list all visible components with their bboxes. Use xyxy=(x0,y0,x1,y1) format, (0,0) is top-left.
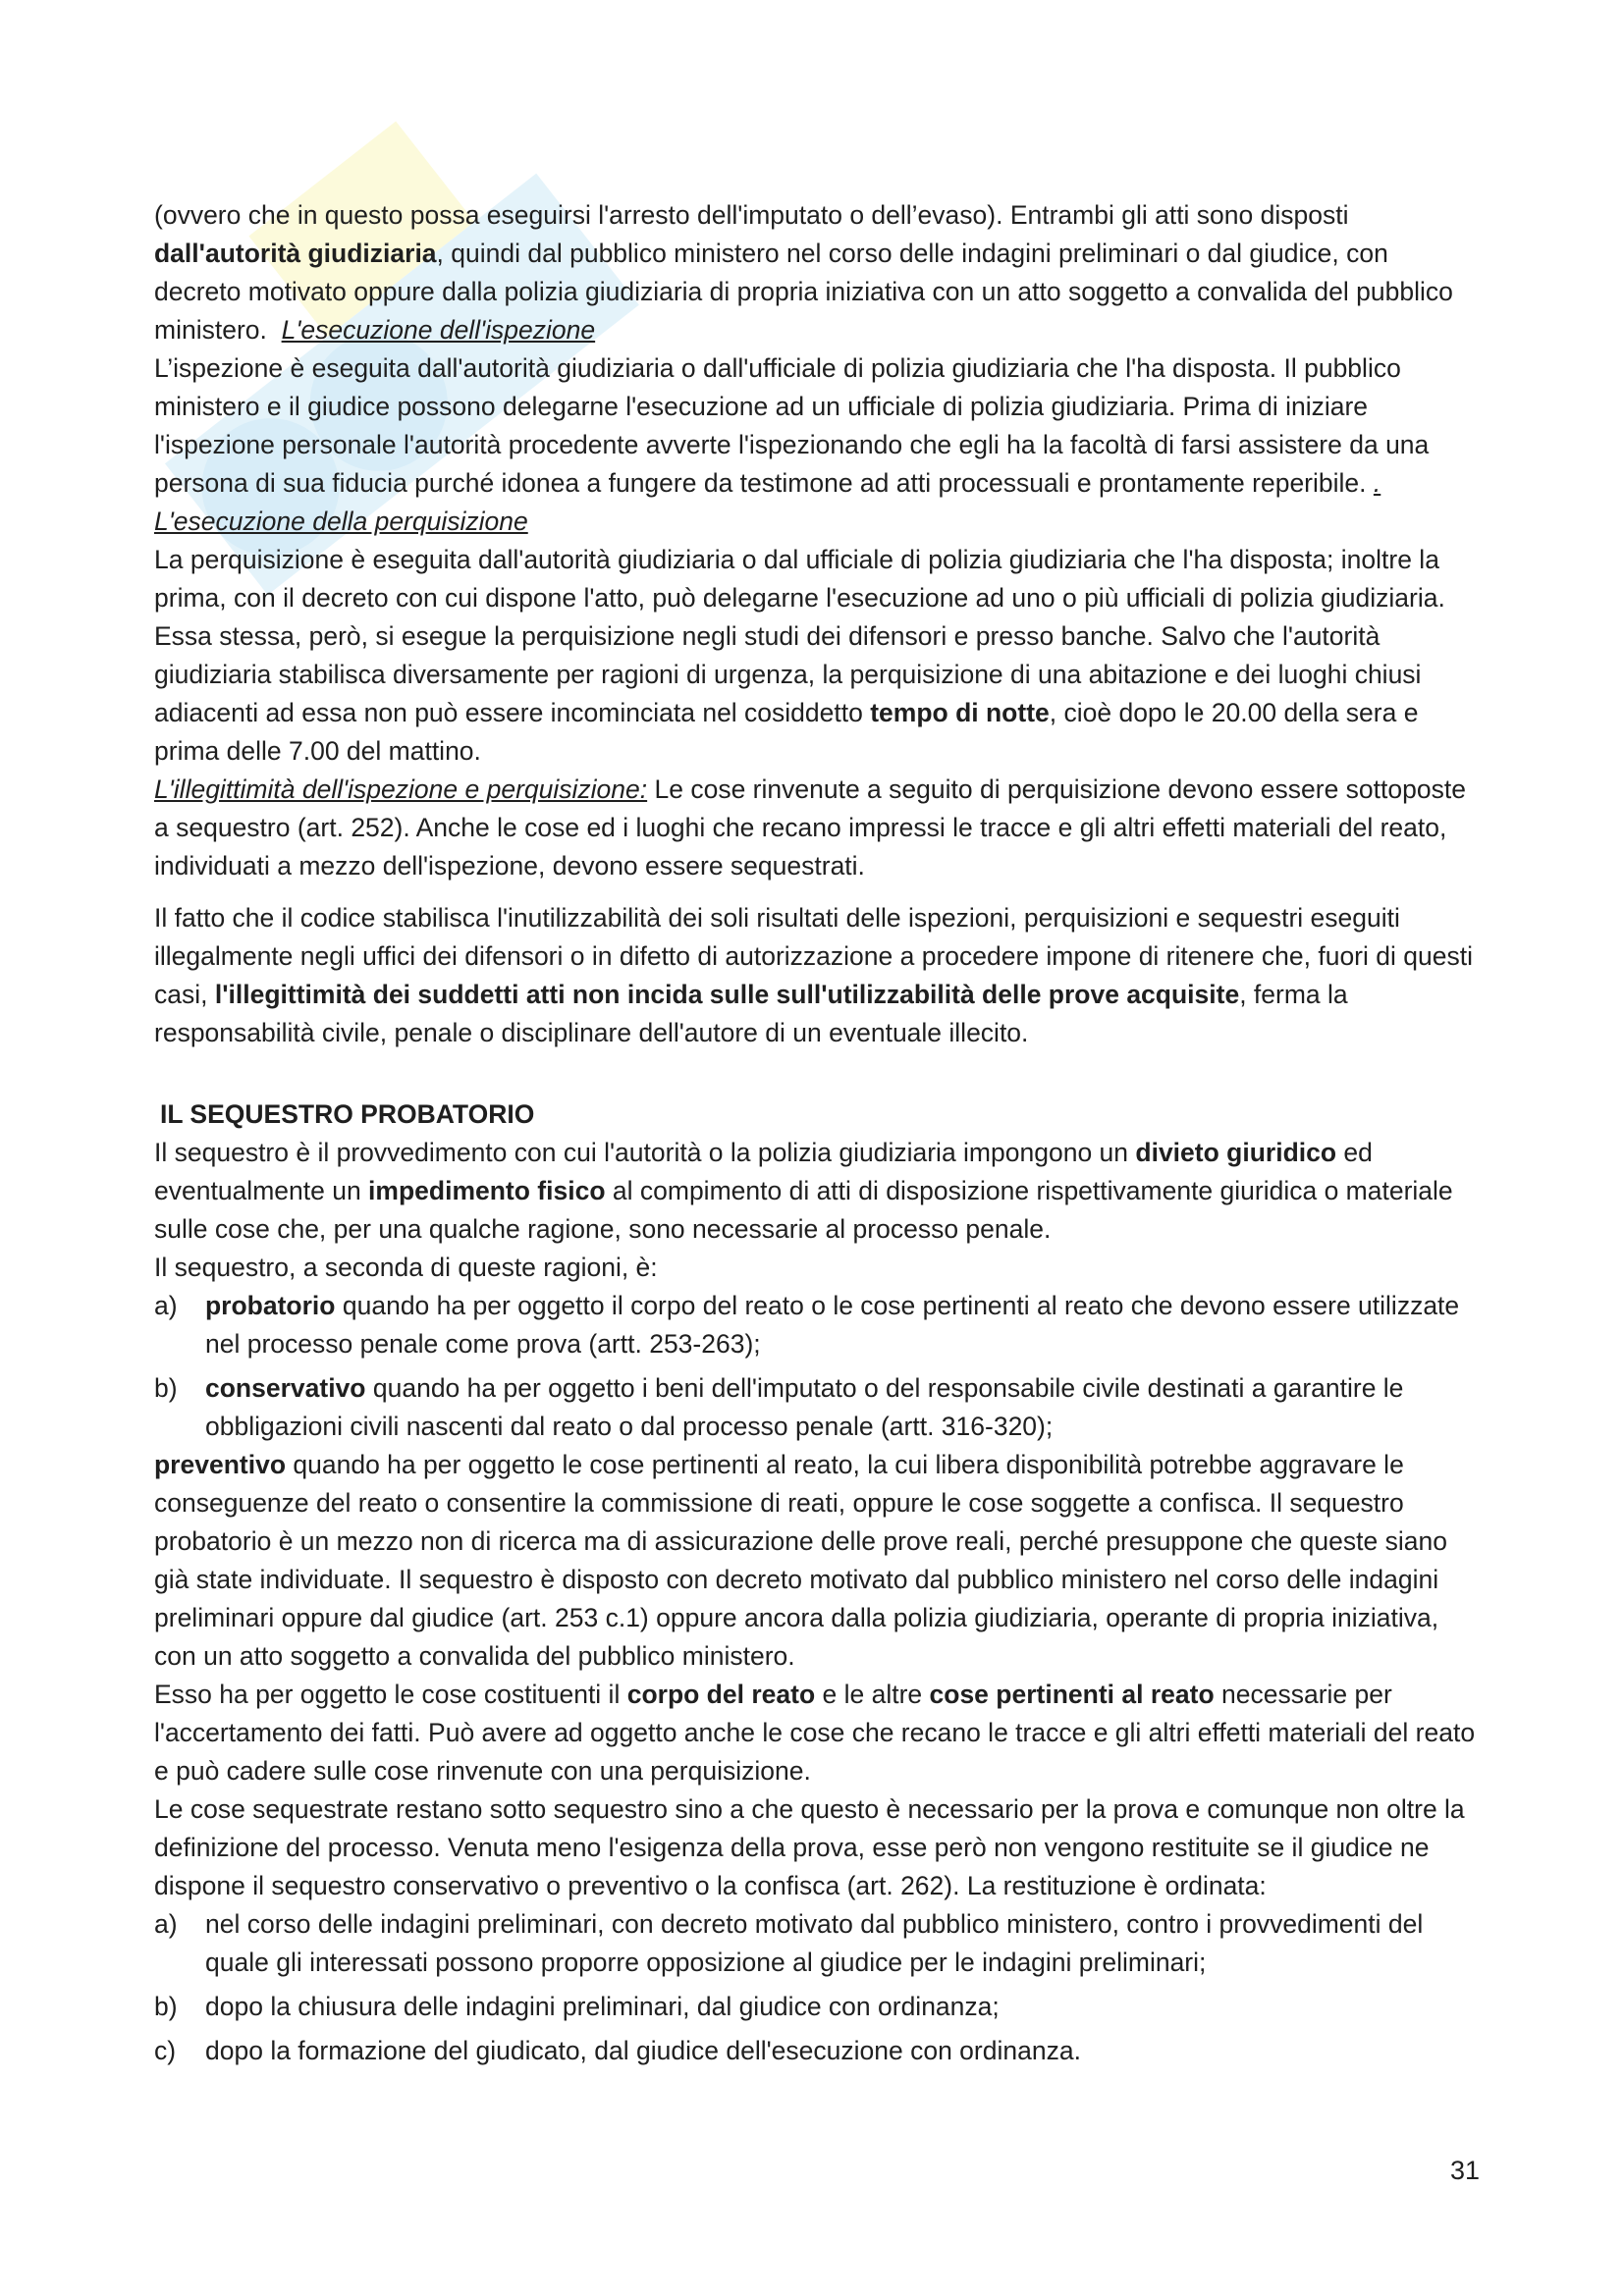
paragraph: preventivo quando ha per oggetto le cose pertinenti al reato, la cui libera disponibilità potrebbe aggravare le conseguenze del reato o consentire la commissione di reati, oppure le cose soggette a confisca. Il sequestro probatorio è un mezzo non di ricerca ma di assicurazione delle prove reali, perché presuppone che queste siano già state individuate. Il sequestro è disposto con decreto motivato dal pubblico ministero nel corso delle indagini preliminari oppure dal giudice (art. 253 c.1) oppure ancora dalla polizia giudiziaria, operante di propria iniziativa, con un atto soggetto a convalida del pubblico ministero. xyxy=(154,1450,1447,1671)
subheading-esecuzione-ispezione: L'esecuzione dell'ispezione xyxy=(281,315,596,345)
paragraph: Il sequestro, a seconda di queste ragioni, è: xyxy=(154,1253,658,1282)
list-item: c) dopo la formazione del giudicato, dal giudice dell'esecuzione con ordinanza. xyxy=(154,2036,1081,2065)
paragraph: L'illegittimità dell'ispezione e perquisizione: Le cose rinvenute a seguito di perquisizione devono essere sottoposte a sequestro (art. 252). Anche le cose ed i luoghi che recano impressi le tracce e gli altri effetti materiali del reato, individuati a mezzo dell'ispezione, devono essere sequestrati. xyxy=(154,774,1466,881)
paragraph: Il sequestro è il provvedimento con cui l'autorità o la polizia giudiziaria impongono un divieto giuridico ed eventualmente un impedimento fisico al compimento di atti di disposizione rispettivamente giuridica o materiale sulle cose che, per una qualche ragione, sono necessarie al processo penale. xyxy=(154,1138,1453,1244)
paragraph: (ovvero che in questo possa eseguirsi l'arresto dell'imputato o dell’evaso). Entrambi gli atti sono disposti dall'autorità giudiziaria, quindi dal pubblico ministero nel corso delle indagini preliminari o dal giudice, con decreto motivato oppure dalla polizia giudiziaria di propria iniziativa con un atto soggetto a convalida del pubblico ministero. L'esecuzione dell'ispezione xyxy=(154,200,1453,345)
list-item: a) probatorio quando ha per oggetto il corpo del reato o le cose pertinenti al reato che devono essere utilizzate nel processo penale come prova (artt. 253-263); xyxy=(154,1291,1460,1359)
paragraph: La perquisizione è eseguita dall'autorità giudiziaria o dal ufficiale di polizia giudiziaria che l'ha disposta; inoltre la prima, con il decreto con cui dispone l'atto, può delegarne l'esecuzione ad uno o più ufficiali di polizia giudiziaria. Essa stessa, però, si esegue la perquisizione negli studi dei difensori e presso banche. Salvo che l'autorità giudiziaria stabilisca diversamente per ragioni di urgenza, la perquisizione di una abitazione e dei luoghi chiusi adiacenti ad essa non può essere incominciata nel cosiddetto tempo di notte, cioè dopo le 20.00 della sera e prima delle 7.00 del mattino. xyxy=(154,545,1445,766)
list-item: a) nel corso delle indagini preliminari, con decreto motivato dal pubblico ministero, contro i provvedimenti del quale gli interessati possono proporre opposizione al giudice per le indagini preliminari; xyxy=(154,1909,1424,1977)
list-item: b) dopo la chiusura delle indagini preliminari, dal giudice con ordinanza; xyxy=(154,1992,1000,2021)
subheading-esecuzione-perquisizione: . L'esecuzione della perquisizione xyxy=(154,468,1381,536)
paragraph: Il fatto che il codice stabilisca l'inutilizzabilità dei soli risultati delle ispezioni, perquisizioni e sequestri eseguiti illegalmente negli uffici dei difensori o in difetto di autorizzazione a procedere impone di ritenere che, fuori di questi casi, l'illegittimità dei suddetti atti non incida sulle sull'utilizzabilità delle prove acquisite, ferma la responsabilità civile, penale o disciplinare dell'autore di un eventuale illecito. xyxy=(154,903,1473,1047)
document-body xyxy=(154,196,1480,2070)
list-item: b) conservativo quando ha per oggetto i beni dell'imputato o del responsabile civile destinati a garantire le obbligazioni civili nascenti dal reato o dal processo penale (artt. 316-320); xyxy=(154,1373,1404,1441)
paragraph: L’ispezione è eseguita dall'autorità giudiziaria o dall'ufficiale di polizia giudiziaria che l'ha disposta. Il pubblico ministero e il giudice possono delegarne l'esecuzione ad un ufficiale di polizia giudiziaria. Prima di iniziare l'ispezione personale l'autorità procedente avverte l'ispezionando che egli ha la facoltà di farsi assistere da una persona di sua fiducia purché idonea a fungere da testimone ad atti processuali e prontamente reperibile. . L'esecuzione della perquisizione xyxy=(154,353,1430,536)
subheading-illegittimita: L'illegittimità dell'ispezione e perquisizione: xyxy=(154,774,648,804)
paragraph: Le cose sequestrate restano sotto sequestro sino a che questo è necessario per la prova e comunque non oltre la definizione del processo. Venuta meno l'esigenza della prova, esse però non vengono restituite se il giudice ne dispone il sequestro conservativo o preventivo o la confisca (art. 262). La restituzione è ordinata: xyxy=(154,1794,1465,1900)
section-heading: IL SEQUESTRO PROBATORIO xyxy=(160,1099,535,1129)
paragraph: Esso ha per oggetto le cose costituenti il corpo del reato e le altre cose pertinenti al reato necessarie per l'accertamento dei fatti. Può avere ad oggetto anche le cose che recano le tracce e gli altri effetti materiali del reato e può cadere sulle cose rinvenute con una perquisizione. xyxy=(154,1680,1476,1786)
page-number: 31 xyxy=(1449,2156,1480,2185)
